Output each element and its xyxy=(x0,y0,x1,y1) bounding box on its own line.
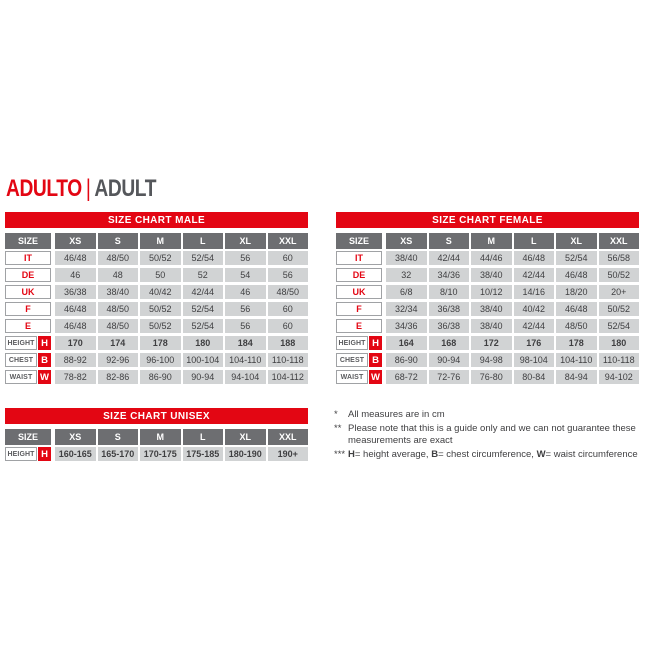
measure-value-cell: 96-100 xyxy=(140,353,181,367)
measure-value-cell: 98-104 xyxy=(514,353,555,367)
column-header-cell: XS xyxy=(55,429,96,445)
size-value-cell: 56/58 xyxy=(599,251,640,265)
measure-label: WAIST xyxy=(5,370,37,384)
column-header-cell: L xyxy=(514,233,555,249)
region-label: E xyxy=(5,319,51,333)
size-value-cell: 36/38 xyxy=(55,285,96,299)
size-value-cell: 6/8 xyxy=(386,285,427,299)
measure-value-cell: 90-94 xyxy=(183,370,224,384)
region-label: UK xyxy=(336,285,382,299)
page-title xyxy=(6,177,156,201)
size-value-cell: 46/48 xyxy=(55,319,96,333)
measure-label-group xyxy=(336,353,382,367)
size-value-cell: 60 xyxy=(268,302,309,316)
footnote-marker: * xyxy=(334,409,338,420)
column-header-cell: S xyxy=(98,233,139,249)
size-value-cell: 38/40 xyxy=(98,285,139,299)
measure-value-cell: 160-165 xyxy=(55,447,96,461)
measure-badge: H xyxy=(38,447,51,461)
measure-label-group xyxy=(5,336,51,350)
measure-value-cell: 168 xyxy=(429,336,470,350)
column-header-row xyxy=(5,429,308,445)
measure-value-cell: 80-84 xyxy=(514,370,555,384)
measure-label: HEIGHT xyxy=(5,336,37,350)
size-value-cell: 10/12 xyxy=(471,285,512,299)
size-value-cell: 14/16 xyxy=(514,285,555,299)
measure-label-group xyxy=(5,370,51,384)
size-chart-female xyxy=(336,212,639,387)
measure-value-cell: 164 xyxy=(386,336,427,350)
size-row xyxy=(336,251,639,265)
region-label: UK xyxy=(5,285,51,299)
region-label: E xyxy=(336,319,382,333)
size-value-cell: 34/36 xyxy=(429,268,470,282)
size-value-cell: 36/38 xyxy=(429,319,470,333)
measure-value-cell: 90-94 xyxy=(429,353,470,367)
footnote-item xyxy=(334,449,643,462)
measure-value-cell: 82-86 xyxy=(98,370,139,384)
region-label: DE xyxy=(5,268,51,282)
measure-row xyxy=(336,353,639,367)
size-value-cell: 52 xyxy=(183,268,224,282)
size-value-cell: 40/42 xyxy=(514,302,555,316)
column-header-cell: XS xyxy=(55,233,96,249)
footnote-item xyxy=(334,423,643,448)
measure-value-cell: 180 xyxy=(599,336,640,350)
table-title-bar: SIZE CHART MALE xyxy=(5,212,308,228)
measure-label-group xyxy=(5,447,51,461)
measure-value-cell: 94-102 xyxy=(599,370,640,384)
measure-label: HEIGHT xyxy=(336,336,368,350)
page-title-primary: ADULTO xyxy=(6,175,82,202)
column-header-cell: XXL xyxy=(599,233,640,249)
size-row xyxy=(336,302,639,316)
size-value-cell: 46/48 xyxy=(514,251,555,265)
column-header-cell: S xyxy=(98,429,139,445)
size-value-cell: 18/20 xyxy=(556,285,597,299)
measure-row xyxy=(5,353,308,367)
size-value-cell: 38/40 xyxy=(471,302,512,316)
column-header-cell: XL xyxy=(225,429,266,445)
size-value-cell: 52/54 xyxy=(183,319,224,333)
measure-value-cell: 180 xyxy=(183,336,224,350)
size-value-cell: 32 xyxy=(386,268,427,282)
measure-value-cell: 165-170 xyxy=(98,447,139,461)
footnote-abbr: W xyxy=(536,448,546,460)
measure-value-cell: 110-118 xyxy=(268,353,309,367)
column-header-cell: XL xyxy=(556,233,597,249)
region-label: F xyxy=(5,302,51,316)
measure-value-cell: 104-112 xyxy=(268,370,309,384)
measure-value-cell: 170 xyxy=(55,336,96,350)
size-value-cell: 48/50 xyxy=(556,319,597,333)
measure-value-cell: 170-175 xyxy=(140,447,181,461)
size-value-cell: 42/44 xyxy=(183,285,224,299)
measure-value-cell: 178 xyxy=(556,336,597,350)
measure-badge: B xyxy=(369,353,382,367)
size-value-cell: 50/52 xyxy=(140,319,181,333)
size-row xyxy=(5,268,308,282)
size-value-cell: 46 xyxy=(225,285,266,299)
size-value-cell: 50/52 xyxy=(140,302,181,316)
footnote-marker: ** xyxy=(334,422,342,434)
size-value-cell: 42/44 xyxy=(514,319,555,333)
column-header-cell: XS xyxy=(386,233,427,249)
measure-label: WAIST xyxy=(336,370,368,384)
size-value-cell: 48/50 xyxy=(268,285,309,299)
size-value-cell: 52/54 xyxy=(183,251,224,265)
page-title-separator: | xyxy=(85,175,91,202)
column-header-cell: M xyxy=(140,233,181,249)
region-label: F xyxy=(336,302,382,316)
measure-badge: W xyxy=(369,370,382,384)
size-value-cell: 38/40 xyxy=(471,319,512,333)
footnote-text: All measures are in cm xyxy=(348,409,445,420)
column-header-cell: XXL xyxy=(268,233,309,249)
measure-value-cell: 76-80 xyxy=(471,370,512,384)
size-value-cell: 46/48 xyxy=(556,268,597,282)
size-value-cell: 56 xyxy=(225,319,266,333)
size-value-cell: 52/54 xyxy=(556,251,597,265)
size-value-cell: 50/52 xyxy=(599,268,640,282)
column-header-cell: XXL xyxy=(268,429,309,445)
table-title-bar: SIZE CHART FEMALE xyxy=(336,212,639,228)
measure-value-cell: 184 xyxy=(225,336,266,350)
size-value-cell: 52/54 xyxy=(599,319,640,333)
size-value-cell: 48/50 xyxy=(98,319,139,333)
measure-value-cell: 104-110 xyxy=(556,353,597,367)
size-value-cell: 40/42 xyxy=(140,285,181,299)
region-label: DE xyxy=(336,268,382,282)
measure-label-group xyxy=(5,353,51,367)
size-row xyxy=(336,268,639,282)
size-value-cell: 60 xyxy=(268,319,309,333)
measure-value-cell: 88-92 xyxy=(55,353,96,367)
size-row xyxy=(5,302,308,316)
measure-label-group xyxy=(336,336,382,350)
measure-value-cell: 190+ xyxy=(268,447,309,461)
measure-value-cell: 94-98 xyxy=(471,353,512,367)
size-row xyxy=(5,319,308,333)
size-value-cell: 60 xyxy=(268,251,309,265)
size-value-cell: 32/34 xyxy=(386,302,427,316)
column-header-cell: L xyxy=(183,233,224,249)
measure-value-cell: 188 xyxy=(268,336,309,350)
size-value-cell: 46/48 xyxy=(55,251,96,265)
region-label: IT xyxy=(336,251,382,265)
footnote-text: H= height average, B= chest circumference, W= waist circumference xyxy=(348,448,638,460)
size-value-cell: 46/48 xyxy=(556,302,597,316)
measure-value-cell: 172 xyxy=(471,336,512,350)
measure-value-cell: 178 xyxy=(140,336,181,350)
size-row xyxy=(336,319,639,333)
size-value-cell: 56 xyxy=(268,268,309,282)
size-value-cell: 56 xyxy=(225,302,266,316)
measure-value-cell: 72-76 xyxy=(429,370,470,384)
measure-row xyxy=(5,447,308,461)
measure-badge: W xyxy=(38,370,51,384)
measure-label: CHEST xyxy=(336,353,368,367)
footnotes xyxy=(334,409,643,462)
measure-row xyxy=(336,370,639,384)
column-header-cell: S xyxy=(429,233,470,249)
measure-value-cell: 174 xyxy=(98,336,139,350)
footnote-item xyxy=(334,409,643,422)
measure-row xyxy=(5,370,308,384)
page-title-secondary: ADULT xyxy=(94,175,157,202)
measure-value-cell: 100-104 xyxy=(183,353,224,367)
column-header-row xyxy=(5,233,308,249)
size-value-cell: 48/50 xyxy=(98,251,139,265)
measure-value-cell: 84-94 xyxy=(556,370,597,384)
column-header-cell: XL xyxy=(225,233,266,249)
size-value-cell: 46/48 xyxy=(55,302,96,316)
column-header-cell: L xyxy=(183,429,224,445)
size-value-cell: 20+ xyxy=(599,285,640,299)
size-value-cell: 34/36 xyxy=(386,319,427,333)
size-value-cell: 36/38 xyxy=(429,302,470,316)
measure-badge: H xyxy=(38,336,51,350)
size-value-cell: 38/40 xyxy=(471,268,512,282)
region-label: IT xyxy=(5,251,51,265)
footnote-marker: *** xyxy=(334,448,346,460)
footnote-text: Please note that this is a guide only and we can not guarantee these measurements are exact xyxy=(348,422,636,447)
size-value-cell: 50/52 xyxy=(140,251,181,265)
size-chart-unisex xyxy=(5,408,308,464)
table-title-bar: SIZE CHART UNISEX xyxy=(5,408,308,424)
size-value-cell: 52/54 xyxy=(183,302,224,316)
measure-value-cell: 175-185 xyxy=(183,447,224,461)
measure-row xyxy=(5,336,308,350)
size-value-cell: 38/40 xyxy=(386,251,427,265)
measure-value-cell: 104-110 xyxy=(225,353,266,367)
measure-value-cell: 92-96 xyxy=(98,353,139,367)
size-row xyxy=(5,285,308,299)
size-row xyxy=(5,251,308,265)
size-chart-male xyxy=(5,212,308,387)
size-value-cell: 48 xyxy=(98,268,139,282)
measure-badge: H xyxy=(369,336,382,350)
measure-label-group xyxy=(336,370,382,384)
size-value-cell: 50/52 xyxy=(599,302,640,316)
size-row xyxy=(336,285,639,299)
measure-row xyxy=(336,336,639,350)
footnote-abbr: H xyxy=(348,448,355,460)
size-value-cell: 44/46 xyxy=(471,251,512,265)
size-value-cell: 46 xyxy=(55,268,96,282)
measure-value-cell: 110-118 xyxy=(599,353,640,367)
size-value-cell: 50 xyxy=(140,268,181,282)
column-header-row xyxy=(336,233,639,249)
column-header-cell: SIZE xyxy=(336,233,382,249)
size-value-cell: 8/10 xyxy=(429,285,470,299)
size-value-cell: 42/44 xyxy=(514,268,555,282)
column-header-cell: M xyxy=(471,233,512,249)
size-value-cell: 54 xyxy=(225,268,266,282)
measure-label: HEIGHT xyxy=(5,447,37,461)
measure-badge: B xyxy=(38,353,51,367)
size-value-cell: 42/44 xyxy=(429,251,470,265)
measure-value-cell: 180-190 xyxy=(225,447,266,461)
size-value-cell: 56 xyxy=(225,251,266,265)
measure-value-cell: 176 xyxy=(514,336,555,350)
column-header-cell: SIZE xyxy=(5,233,51,249)
column-header-cell: M xyxy=(140,429,181,445)
measure-value-cell: 94-104 xyxy=(225,370,266,384)
size-value-cell: 48/50 xyxy=(98,302,139,316)
measure-value-cell: 86-90 xyxy=(140,370,181,384)
column-header-cell: SIZE xyxy=(5,429,51,445)
footnote-abbr: B xyxy=(431,448,439,460)
measure-label: CHEST xyxy=(5,353,37,367)
measure-value-cell: 68-72 xyxy=(386,370,427,384)
measure-value-cell: 78-82 xyxy=(55,370,96,384)
measure-value-cell: 86-90 xyxy=(386,353,427,367)
